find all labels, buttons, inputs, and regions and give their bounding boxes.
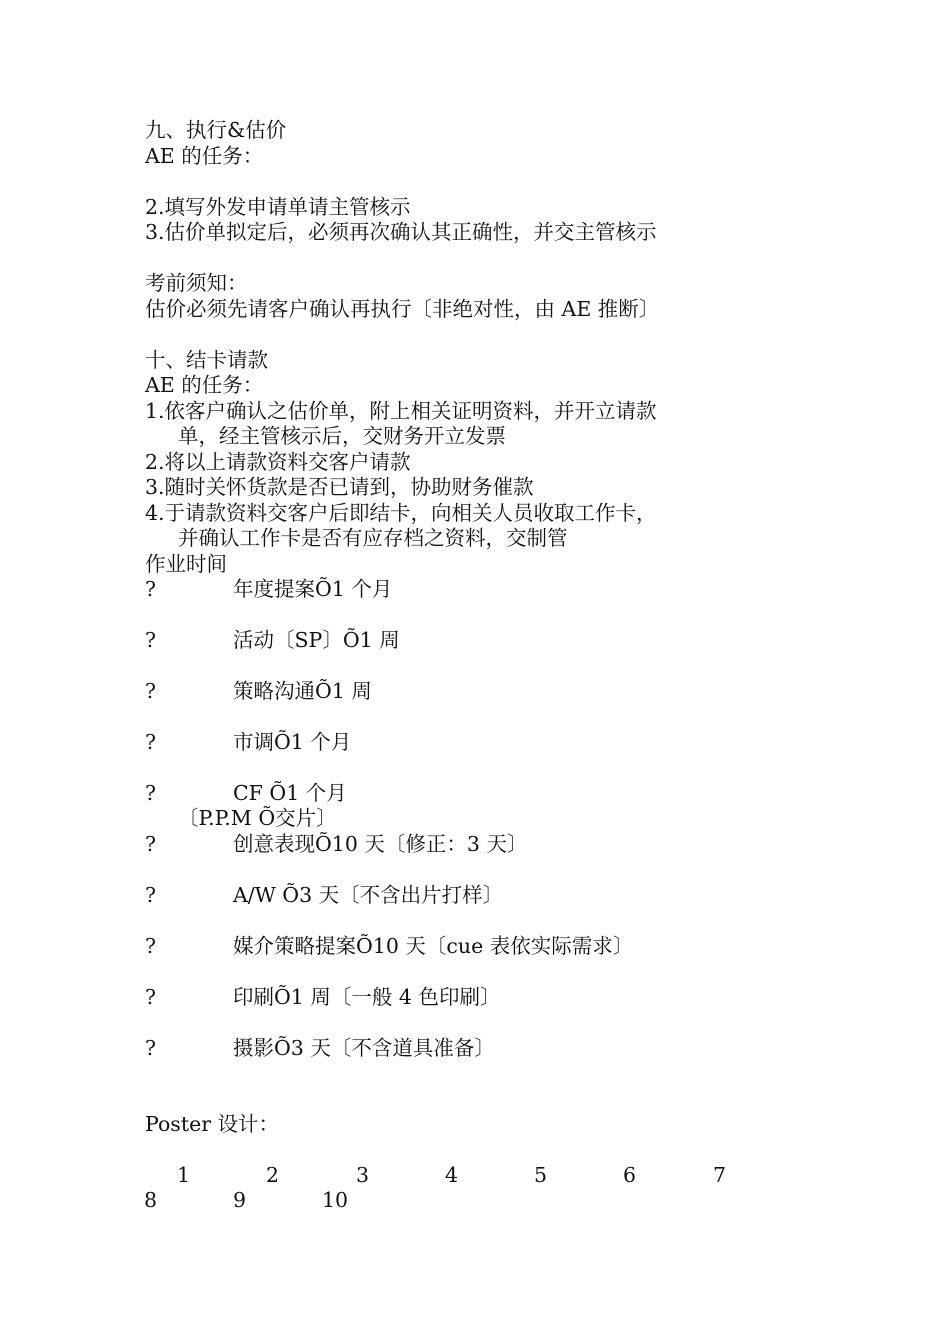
section10-item-1-line2: 单，经主管核示后，交财务开立发票 <box>178 424 506 448</box>
section9-item-2: 2.填写外发申请单请主管核示 <box>145 195 411 219</box>
schedule-bullet: ? <box>145 832 156 856</box>
section9-ae-label: AE 的任务： <box>145 144 264 168</box>
poster-number: 3 <box>356 1163 370 1187</box>
schedule-item: 策略沟通Õ1 周 <box>233 679 372 703</box>
section10-item-2: 2.将以上请款资料交客户请款 <box>145 450 411 474</box>
section10-ae-label: AE 的任务： <box>145 373 264 397</box>
schedule-bullet: ? <box>145 730 156 754</box>
poster-number: 2 <box>266 1163 280 1187</box>
section10-item-1-line1: 1.依客户确认之估价单，附上相关证明资料，并开立请款 <box>145 399 657 423</box>
schedule-bullet: ? <box>145 679 156 703</box>
schedule-item: CF Õ1 个月 <box>233 781 347 805</box>
schedule-bullet: ? <box>145 628 156 652</box>
schedule-item: 媒介策略提案Õ10 天〔cue 表依实际需求〕 <box>233 934 634 958</box>
schedule-bullet: ? <box>145 883 156 907</box>
section10-item-4-line1: 4.于请款资料交客户后即结卡，向相关人员收取工作卡， <box>145 501 657 525</box>
section9-notice-text: 估价必须先请客户确认再执行〔非绝对性，由 AE 推断〕 <box>145 297 660 321</box>
poster-number: 10 <box>322 1188 349 1212</box>
schedule-item: 印刷Õ1 周〔一般 4 色印刷〕 <box>233 985 501 1009</box>
schedule-item: 市调Õ1 个月 <box>233 730 352 754</box>
poster-number: 5 <box>534 1163 548 1187</box>
schedule-item: 年度提案Õ1 个月 <box>233 577 393 601</box>
schedule-label: 作业时间 <box>145 552 227 576</box>
section10-item-4-line2: 并确认工作卡是否有应存档之资料，交制管 <box>178 526 568 550</box>
schedule-bullet: ? <box>145 577 156 601</box>
schedule-item: 创意表现Õ10 天〔修正：3 天〕 <box>233 832 528 856</box>
poster-number: 9 <box>233 1188 247 1212</box>
poster-number: 1 <box>177 1163 191 1187</box>
schedule-item: 摄影Õ3 天〔不含道具准备〕 <box>233 1036 495 1060</box>
section10-heading: 十、结卡请款 <box>145 348 268 372</box>
schedule-bullet: ? <box>145 781 156 805</box>
schedule-item: 活动〔SP〕Õ1 周 <box>233 628 400 652</box>
poster-number: 7 <box>713 1163 727 1187</box>
ppm-note: 〔P.P.M Õ交片〕 <box>178 806 337 830</box>
poster-label: Poster 设计： <box>145 1112 280 1136</box>
schedule-bullet: ? <box>145 1036 156 1060</box>
poster-number: 8 <box>144 1188 158 1212</box>
section10-item-3: 3.随时关怀货款是否已请到，协助财务催款 <box>145 475 534 499</box>
schedule-item: A/W Õ3 天〔不含出片打样〕 <box>233 883 504 907</box>
schedule-bullet: ? <box>145 985 156 1009</box>
poster-number: 4 <box>445 1163 459 1187</box>
poster-number: 6 <box>623 1163 637 1187</box>
section9-notice-label: 考前须知： <box>145 271 248 295</box>
section9-item-3: 3.估价单拟定后，必须再次确认其正确性，并交主管核示 <box>145 220 657 244</box>
section9-heading: 九、执行&估价 <box>145 118 287 142</box>
schedule-bullet: ? <box>145 934 156 958</box>
